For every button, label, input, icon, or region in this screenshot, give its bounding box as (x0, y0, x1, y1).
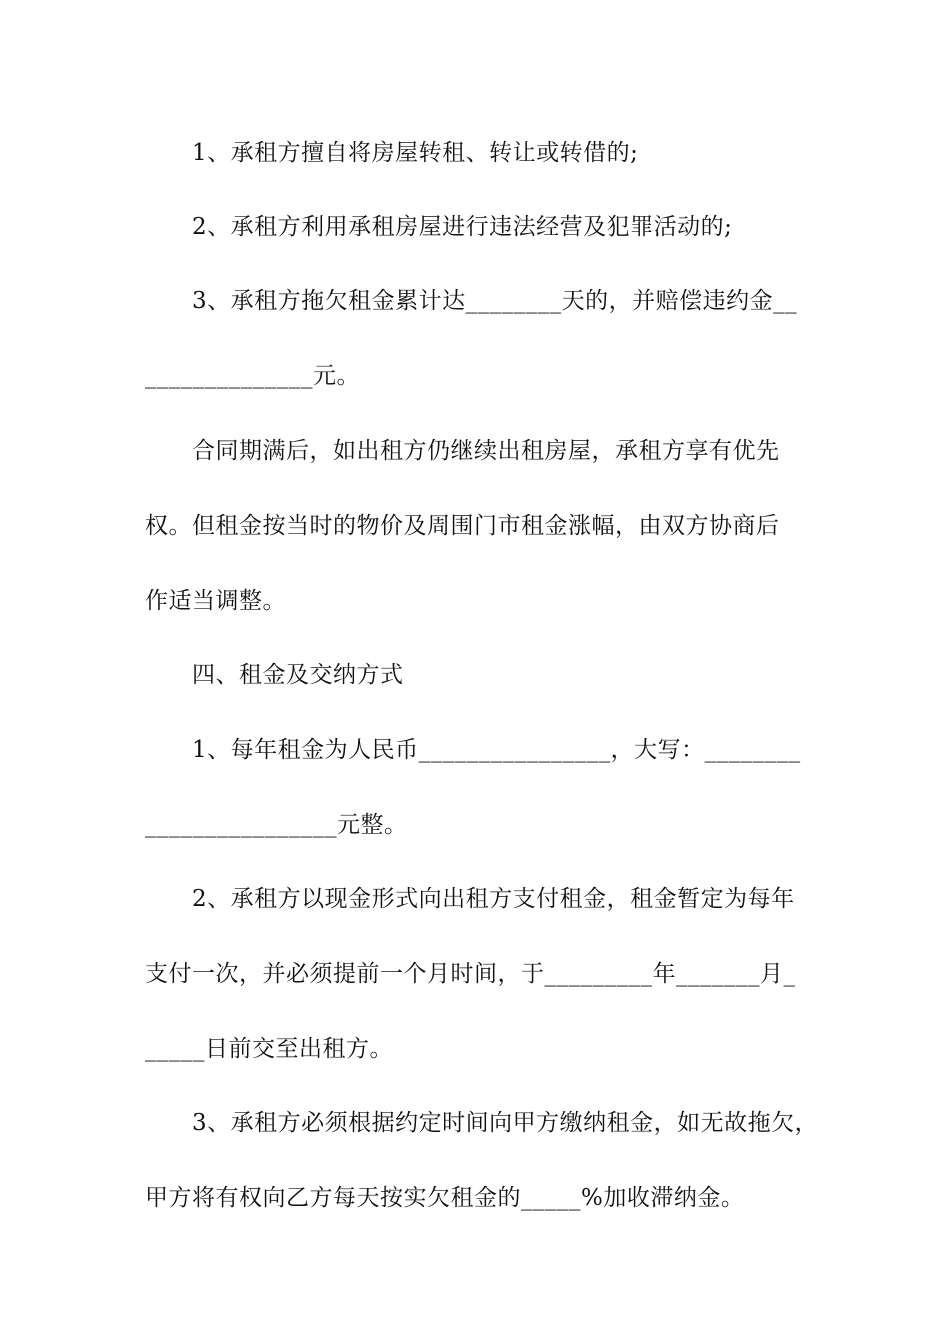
rent-clause-2-line-1: 2、承租方以现金形式向出租方支付租金，租金暂定为每年 (192, 886, 795, 912)
rent-clause-2-line-2: 支付一次，并必须提前一个月时间，于_________年_______月_ (145, 961, 796, 987)
clause-3-text: 3、承租方拖欠租金累计达________天的，并赔偿违约金__ (192, 288, 798, 314)
rent-clause-1-text: 1、每年租金为人民币________________，大写：________ (192, 737, 801, 763)
renewal-paragraph-line-1: 合同期满后，如出租方仍继续出租房屋，承租方享有优先 (192, 438, 780, 464)
clause-1-text: 1、承租方擅自将房屋转租、转让或转借的; (192, 140, 639, 166)
renewal-paragraph-line-2: 权。但租金按当时的物价及周围门市租金涨幅，由双方协商后 (145, 513, 780, 539)
rent-clause-3-line-2: 甲方将有权向乙方每天按实欠租金的_____%加收滞纳金。 (145, 1185, 745, 1211)
rent-clause-3-line-1: 3、承租方必须根据约定时间向甲方缴纳租金，如无故拖欠， (192, 1110, 819, 1136)
renewal-paragraph-line-3: 作适当调整。 (145, 588, 286, 614)
clause-2-text: 2、承租方利用承租房屋进行违法经营及犯罪活动的; (192, 214, 733, 240)
section-heading-rent-payment: 四、租金及交纳方式 (192, 662, 404, 688)
rent-clause-1-continuation: ________________元整。 (145, 812, 408, 838)
rent-clause-2-line-3: _____日前交至出租方。 (145, 1036, 393, 1062)
clause-3-continuation: ______________元。 (145, 363, 360, 389)
